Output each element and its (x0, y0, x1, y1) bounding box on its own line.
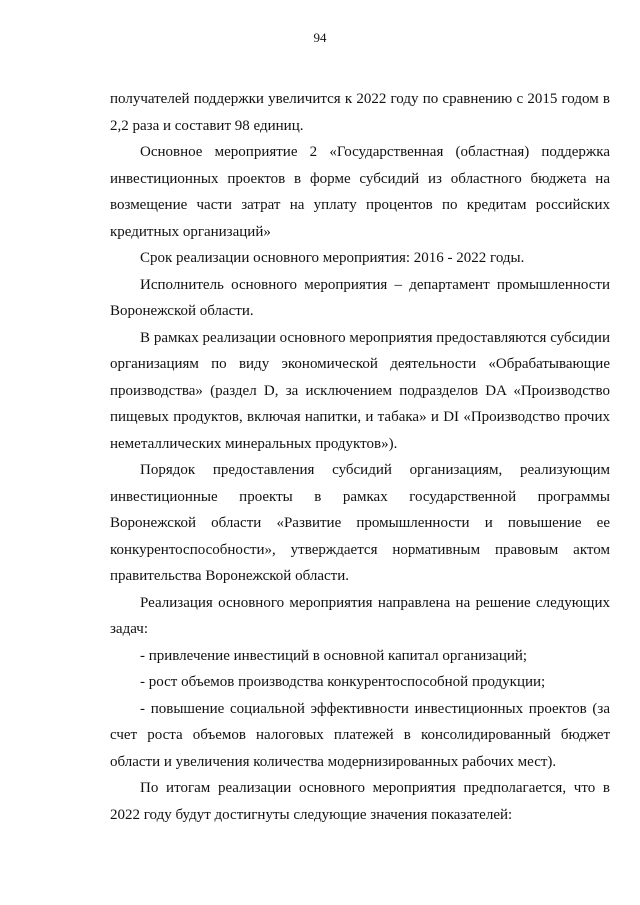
list-item-production-growth: - рост объемов производства конкурентоспособной продукции; (140, 674, 546, 690)
list-item-social-efficiency: - повышение социальной эффективности инвестиционных проектов (за счет роста объемов налоговых платежей в консолидированный бюджет области и увеличения количества модернизированных рабочих мест). (110, 700, 610, 770)
paragraph-implementation-period: Срок реализации основного мероприятия: 2016 - 2022 годы. (140, 250, 525, 266)
list-item-attract-investment: - привлечение инвестиций в основной капитал организаций; (140, 647, 528, 664)
paragraph-recipients-growth: получателей поддержки увеличится к 2022 году по сравнению с 2015 годом в 2,2 раза и составит 98 единиц. (110, 91, 610, 134)
paragraph-expected-results: По итогам реализации основного мероприятия предполагается, что в 2022 году будут достигнуты следующие значения показателей: (110, 780, 610, 823)
paragraph-subsidies-scope: В рамках реализации основного мероприятия предоставляются субсидии организациям по виду экономической деятельности «Обрабатывающие производства» (раздел D, за исключением подразделов DA «Производство пищевых продуктов, включая напитки, и табака» и DI «Производство прочих неметаллических минеральных продуктов»). (110, 329, 610, 452)
paragraph-subsidy-procedure: Порядок предоставления субсидий организациям, реализующим инвестиционные проекты в рамках государственной программы Воронежской области «Развитие промышленности и повышение ее конкурентоспособности», утверждается нормативным правовым актом правительства Воронежской области. (110, 462, 610, 584)
document-body (110, 86, 610, 828)
paragraph-tasks-intro: Реализация основного мероприятия направлена на решение следующих задач: (110, 594, 610, 637)
paragraph-main-activity-2-title: Основное мероприятие 2 «Государственная (областная) поддержка инвестиционных проектов в форме субсидий из областного бюджета на возмещение части затрат на уплату процентов по кредитам российских кредитных организаций» (110, 144, 610, 240)
page-number: 94 (313, 30, 327, 45)
paragraph-executor: Исполнитель основного мероприятия – департамент промышленности Воронежской области. (110, 276, 610, 319)
